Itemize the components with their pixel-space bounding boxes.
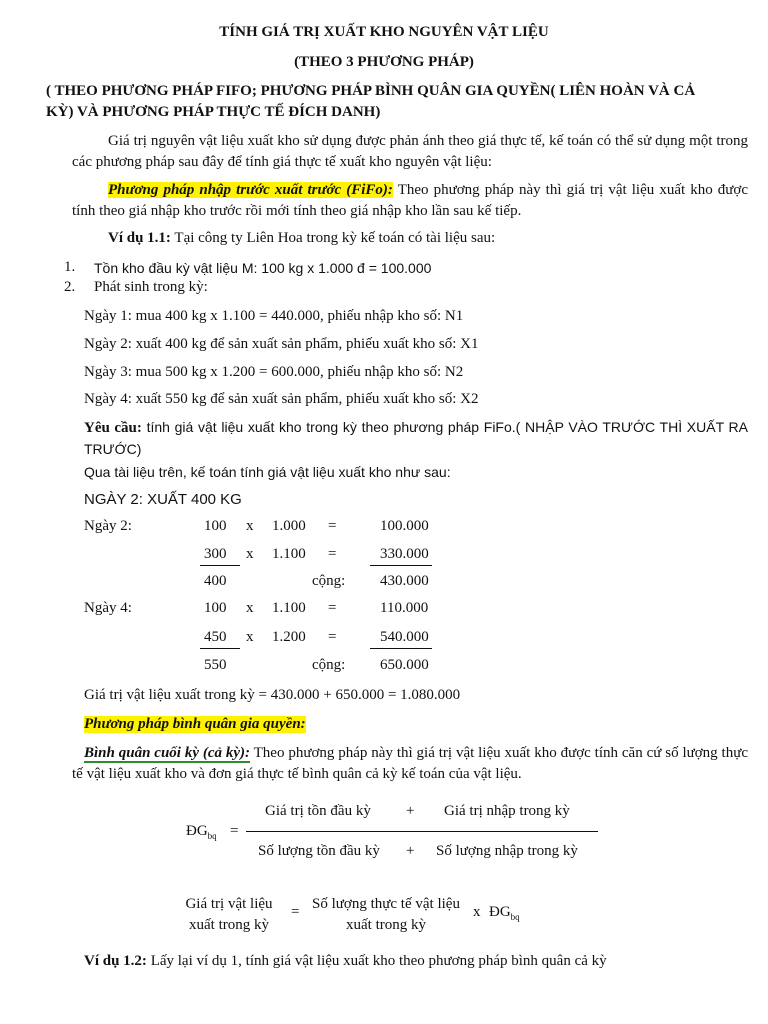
formula2-mid-line2: xuất trong kỳ xyxy=(346,917,426,933)
fraction-bar xyxy=(246,831,598,832)
fifo-text: Theo phương pháp này thì giá trị vật liệu xuất kho được tính theo giá nhập kho trước rồi mới tính theo giá nhập kho lần sau kế tiếp. xyxy=(72,182,749,219)
calc-price: 1.100 xyxy=(272,600,306,616)
formula1-lhs-main: ĐG xyxy=(186,823,208,839)
formula2-mid xyxy=(306,894,466,936)
example-1-label: Ví dụ 1.1: xyxy=(108,230,171,246)
calc-price: 1.000 xyxy=(272,518,306,534)
calc-price: 1.100 xyxy=(272,546,306,562)
formula2-lhs-line2: xuất trong kỳ xyxy=(189,917,269,933)
requirement-label: Yêu cầu: xyxy=(84,420,142,436)
sum-rule xyxy=(200,648,240,649)
calc-sum-qty: 550 xyxy=(204,657,227,673)
avg-sub-heading: Bình quân cuối kỳ (cả kỳ): xyxy=(84,745,251,761)
calc-equals: = xyxy=(328,600,337,616)
list-item-2-num: 2. xyxy=(64,279,76,295)
page-subtitle: (THEO 3 PHƯƠNG PHÁP) xyxy=(294,54,474,70)
calc-intro: Qua tài liệu trên, kế toán tính giá vật liệu xuất kho như sau: xyxy=(84,464,451,480)
day-4-line: Ngày 4: xuất 550 kg để sản xuất sản phẩm, phiếu xuất kho số: X2 xyxy=(84,391,479,407)
formula1-lhs-sub: bq xyxy=(207,831,217,841)
example-1-1 xyxy=(108,230,495,247)
avg-paragraph xyxy=(72,743,748,785)
example-1-2 xyxy=(84,953,607,970)
sum-rule xyxy=(200,565,240,566)
avg-text: Theo phương pháp này thì giá trị vật liệu xuất kho được tính căn cứ số lượng thực tế vật liệu xuất kho và đơn giá thực tế bình quân cả kỳ kế toán của vật liệu. xyxy=(72,745,748,782)
day-1-line: Ngày 1: mua 400 kg x 1.100 = 440.000, phiếu nhập kho số: N1 xyxy=(84,308,464,324)
calc-amount: 540.000 xyxy=(380,629,429,645)
list-item-2-text: Phát sinh trong kỳ: xyxy=(94,279,208,295)
sum-rule xyxy=(370,565,432,566)
formula2-lhs-line1: Giá trị vật liệu xyxy=(185,896,273,912)
sum-rule xyxy=(370,648,432,649)
requirement-paragraph xyxy=(84,417,748,461)
formula1-den-left: Số lượng tồn đầu kỳ xyxy=(258,843,380,859)
calc-qty: 100 xyxy=(204,518,227,534)
formula1-num-right: Giá trị nhập trong kỳ xyxy=(444,803,570,819)
calc-times: x xyxy=(246,518,254,534)
calc-qty: 450 xyxy=(204,629,227,645)
calc-qty: 300 xyxy=(204,546,227,562)
calc-sum-qty: 400 xyxy=(204,573,227,589)
calc-sum-amount: 430.000 xyxy=(380,573,429,589)
calc-times: x xyxy=(246,546,254,562)
formula1-lhs xyxy=(186,823,217,841)
day-2-header: NGÀY 2: XUẤT 400 KG xyxy=(84,491,242,508)
formula1-num-left: Giá trị tồn đầu kỳ xyxy=(265,803,371,819)
calc-day-4-label: Ngày 4: xyxy=(84,600,132,616)
calc-day-2-label: Ngày 2: xyxy=(84,518,132,534)
calc-times: x xyxy=(246,629,254,645)
calc-amount: 330.000 xyxy=(380,546,429,562)
methods-line-1: ( THEO PHƯƠNG PHÁP FIFO; PHƯƠNG PHÁP BÌNH QUÂN GIA QUYỀN( LIÊN HOÀN VÀ CẢ xyxy=(46,83,696,99)
calc-equals: = xyxy=(328,629,337,645)
example-1-text: Tại công ty Liên Hoa trong kỳ kế toán có tài liệu sau: xyxy=(170,230,496,246)
requirement-text: tính giá vật liệu xuất kho trong kỳ theo phương pháp FiFo.( NHẬP VÀO TRƯỚC THÌ XUẤT RA TRƯỚC) xyxy=(84,419,749,457)
day-2-line: Ngày 2: xuất 400 kg để sản xuất sản phẩm, phiếu xuất kho số: X1 xyxy=(84,336,479,352)
formula2-rhs xyxy=(489,904,520,922)
formula2-mid-line1: Số lượng thực tế vật liệu xyxy=(312,896,460,912)
calc-amount: 100.000 xyxy=(380,518,429,534)
example-2-text: Lấy lại ví dụ 1, tính giá vật liệu xuất kho theo phương pháp bình quân cả kỳ xyxy=(146,953,607,969)
formula2-times: x xyxy=(473,904,481,920)
intro-text: Giá trị nguyên vật liệu xuất kho sử dụng được phản ánh theo giá thực tế, kế toán có thể sử dụng một trong các phương pháp sau đây để tính giá thực tế xuất kho nguyên vật liệu: xyxy=(72,133,748,170)
calc-equals: = xyxy=(328,518,337,534)
formula1-den-right: Số lượng nhập trong kỳ xyxy=(436,843,578,859)
formula2-equals: = xyxy=(291,904,300,920)
calc-amount: 110.000 xyxy=(380,600,429,616)
list-item-1-text: Tồn kho đầu kỳ vật liệu M: 100 kg x 1.000 đ = 100.000 xyxy=(94,260,432,276)
intro-paragraph xyxy=(72,131,748,173)
calc-sum-label: cộng: xyxy=(312,657,346,673)
methods-line-2: KỲ) VÀ PHƯƠNG PHÁP THỰC TẾ ĐÍCH DANH) xyxy=(46,104,381,120)
example-2-label: Ví dụ 1.2: xyxy=(84,953,147,969)
fifo-paragraph xyxy=(72,180,748,222)
avg-heading: Phương pháp bình quân gia quyền: xyxy=(84,716,306,732)
calc-equals: = xyxy=(328,546,337,562)
page-title: TÍNH GIÁ TRỊ XUẤT KHO NGUYÊN VẬT LIỆU xyxy=(219,24,549,40)
fifo-heading: Phương pháp nhập trước xuất trước (FiFo): xyxy=(108,182,393,198)
formula2-rhs-sub: bq xyxy=(510,912,520,922)
total-line: Giá trị vật liệu xuất trong kỳ = 430.000 + 650.000 = 1.080.000 xyxy=(84,687,461,703)
list-item-1-num: 1. xyxy=(64,259,76,275)
calc-qty: 100 xyxy=(204,600,227,616)
calc-price: 1.200 xyxy=(272,629,306,645)
calc-times: x xyxy=(246,600,254,616)
formula1-num-plus: + xyxy=(406,803,415,819)
formula1-den-plus: + xyxy=(406,843,415,859)
calc-sum-amount: 650.000 xyxy=(380,657,429,673)
formula1-equals: = xyxy=(230,823,239,839)
day-3-line: Ngày 3: mua 500 kg x 1.200 = 600.000, phiếu nhập kho số: N2 xyxy=(84,364,464,380)
formula2-rhs-main: ĐG xyxy=(489,904,511,920)
calc-sum-label: cộng: xyxy=(312,573,346,589)
formula2-lhs xyxy=(178,894,280,936)
